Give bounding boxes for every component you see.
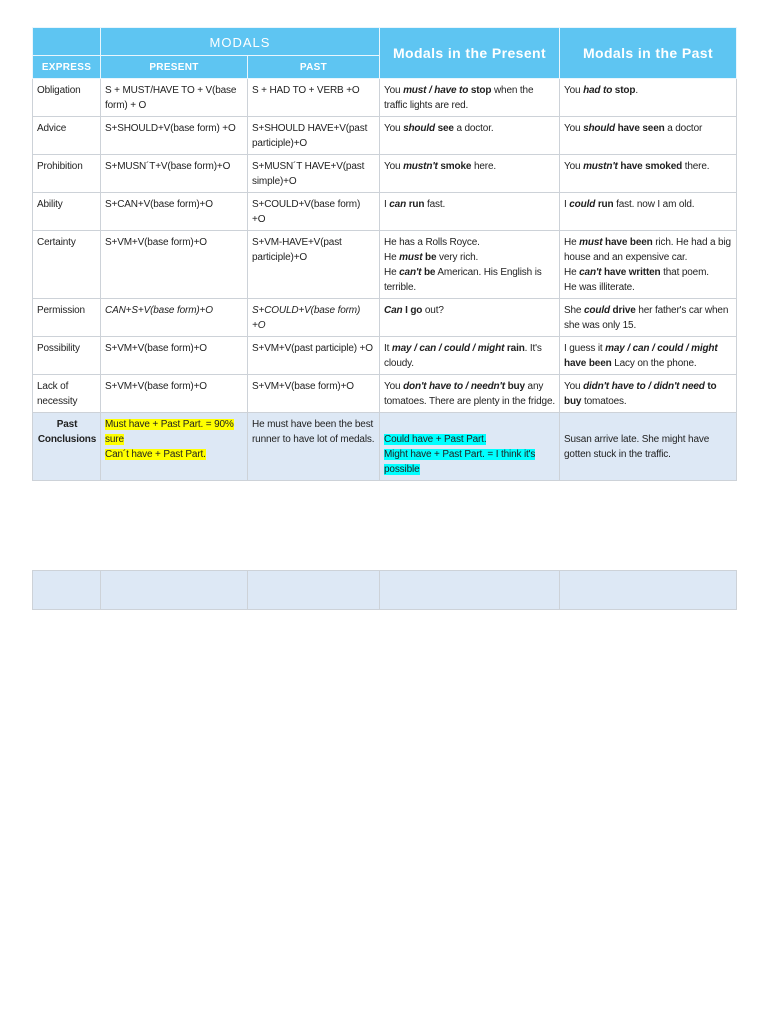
- text-run: Lacy on the phone.: [611, 358, 697, 369]
- cell-line: [564, 159, 733, 174]
- modals-title: MODALS: [101, 28, 380, 56]
- text-run: Must have + Past Part. = 90% sure: [105, 419, 234, 445]
- past-example-cell: [560, 299, 737, 337]
- text-run: can't: [399, 267, 422, 278]
- text-run: here.: [471, 161, 496, 172]
- present-example-cell: [380, 231, 560, 299]
- cell-line: [37, 379, 97, 409]
- empty-cell: [248, 571, 380, 610]
- text-run: You: [384, 85, 404, 96]
- table-row: [33, 117, 737, 155]
- empty-table: [32, 570, 737, 610]
- text-run: You: [384, 123, 404, 134]
- cell-line: [105, 197, 244, 212]
- text-run: Could have + Past Part.: [384, 434, 487, 445]
- text-run: I: [564, 199, 570, 210]
- text-run: Can´t have + Past Part.: [105, 449, 206, 460]
- text-run: He has a Rolls Royce.: [384, 237, 480, 248]
- expression-cell: [33, 79, 101, 117]
- cell-line: [105, 447, 244, 462]
- cell-line: [564, 235, 733, 265]
- present-example-cell: [380, 375, 560, 413]
- past-structure-cell: [248, 375, 380, 413]
- past-structure-cell: [248, 117, 380, 155]
- text-run: You: [564, 161, 584, 172]
- cell-line: [564, 303, 733, 333]
- expression-cell: [33, 193, 101, 231]
- text-run: run: [595, 199, 614, 210]
- text-run: should: [583, 123, 615, 134]
- present-example-cell: [380, 193, 560, 231]
- text-run: He must have been the best runner to have lot of medals.: [252, 419, 375, 445]
- cell-line: [252, 83, 376, 98]
- text-run: I guess it: [564, 343, 606, 354]
- expression-cell: [33, 337, 101, 375]
- modals-table: [32, 27, 737, 481]
- text-run: mustn't: [403, 161, 438, 172]
- cell-line: [252, 159, 376, 189]
- cell-line: [37, 83, 97, 98]
- text-run: don't have to / needn't: [403, 381, 505, 392]
- table-row: [33, 231, 737, 299]
- text-run: You: [384, 381, 404, 392]
- cell-line: [105, 379, 244, 394]
- expression-cell: [33, 375, 101, 413]
- cell-line: [564, 432, 733, 462]
- cell-line: [37, 235, 97, 250]
- text-run: must: [399, 252, 423, 263]
- text-run: He: [384, 267, 400, 278]
- text-run: have smoked: [617, 161, 683, 172]
- present-example-cell: [380, 155, 560, 193]
- text-run: a doctor: [664, 123, 703, 134]
- text-run: can't: [579, 267, 602, 278]
- cell-line: [252, 417, 376, 447]
- cell-line: [384, 159, 556, 174]
- text-run: You: [564, 123, 584, 134]
- present-example-cell: [380, 79, 560, 117]
- text-run: S+VM+V(base form)+O: [252, 381, 354, 392]
- text-run: You: [564, 381, 584, 392]
- text-run: have been: [564, 358, 612, 369]
- expression-cell: [33, 231, 101, 299]
- modals-present-heading: Modals in the Present: [380, 28, 560, 79]
- cell-line: [384, 303, 556, 318]
- cell-line: [384, 121, 556, 136]
- text-run: could: [583, 305, 610, 316]
- text-run: may / can / could / might: [605, 343, 718, 354]
- present-example-cell: [380, 117, 560, 155]
- cell-line: [384, 379, 556, 409]
- empty-cell: [33, 571, 101, 610]
- table-row: [33, 155, 737, 193]
- cell-line: [384, 341, 556, 371]
- past-example-cell: [560, 337, 737, 375]
- present-structure-cell: [101, 231, 248, 299]
- text-run: You: [384, 161, 404, 172]
- text-run: I go: [402, 305, 423, 316]
- past-structure-cell: [248, 231, 380, 299]
- text-run: S+COULD+V(base form) +O: [252, 199, 361, 225]
- text-run: He: [564, 267, 580, 278]
- text-run: drive: [609, 305, 636, 316]
- present-structure-cell: [101, 79, 248, 117]
- table-row: [33, 79, 737, 117]
- cell-line: [564, 83, 733, 98]
- text-run: S+SHOULD+V(base form) +O: [105, 123, 236, 134]
- table-body: [33, 79, 737, 481]
- present-structure-cell: [101, 193, 248, 231]
- text-run: stop: [612, 85, 636, 96]
- cell-line: [252, 341, 376, 356]
- modals-past-heading: Modals in the Past: [560, 28, 737, 79]
- past-structure-cell: [248, 299, 380, 337]
- present-structure-cell: [101, 337, 248, 375]
- text-run: Advice: [37, 123, 67, 134]
- text-run: S+VM-HAVE+V(past participle)+O: [252, 237, 342, 263]
- text-run: should: [403, 123, 435, 134]
- cell-line: [564, 121, 733, 136]
- table-header: [33, 28, 737, 79]
- cell-line: [564, 280, 733, 295]
- past-structure-cell: [248, 413, 380, 481]
- cell-line: [384, 235, 556, 250]
- cell-line: [37, 341, 97, 356]
- cell-line: [384, 83, 556, 113]
- text-run: must: [579, 237, 603, 248]
- cell-line: [37, 303, 97, 318]
- text-run: run: [406, 199, 425, 210]
- text-run: mustn't: [583, 161, 618, 172]
- past-example-cell: [560, 193, 737, 231]
- text-run: Lack of necessity: [37, 381, 78, 407]
- table-row: [33, 299, 737, 337]
- text-run: very rich.: [436, 252, 479, 263]
- text-run: Ability: [37, 199, 63, 210]
- text-run: Obligation: [37, 85, 81, 96]
- cell-line: [564, 379, 733, 409]
- present-heading: PRESENT: [101, 56, 248, 79]
- text-run: S+SHOULD HAVE+V(past participle)+O: [252, 123, 368, 149]
- past-example-cell: [560, 413, 737, 481]
- cell-line: [105, 159, 244, 174]
- header-row-top: [33, 28, 737, 56]
- cell-line: [37, 159, 97, 174]
- text-run: fast.: [424, 199, 446, 210]
- text-run: didn't have to / didn't need: [583, 381, 705, 392]
- empty-cell: [560, 571, 737, 610]
- text-run: S+VM+V(base form)+O: [105, 381, 207, 392]
- expression-cell: [33, 413, 101, 481]
- text-run: when the traffic lights are red.: [384, 85, 534, 111]
- table-row: [33, 375, 737, 413]
- cell-line: [564, 197, 733, 212]
- present-structure-cell: [101, 375, 248, 413]
- empty-cell: [380, 571, 560, 610]
- past-example-cell: [560, 231, 737, 299]
- text-run: buy: [504, 381, 525, 392]
- text-run: Prohibition: [37, 161, 83, 172]
- past-heading: PAST: [248, 56, 380, 79]
- cell-line: [384, 265, 556, 295]
- text-run: S + HAD TO + VERB +O: [252, 85, 360, 96]
- text-run: .: [635, 85, 638, 96]
- text-run: Past Conclusions: [37, 419, 97, 445]
- text-run: He: [384, 252, 400, 263]
- text-run: S+VM+V(past participle) +O: [252, 343, 373, 354]
- text-run: out?: [422, 305, 444, 316]
- present-structure-cell: [101, 299, 248, 337]
- text-run: fast. now I am old.: [613, 199, 695, 210]
- empty-cell: [101, 571, 248, 610]
- cell-line: [252, 303, 376, 333]
- text-run: S+COULD+V(base form) +O: [252, 305, 361, 331]
- text-run: I: [384, 199, 390, 210]
- text-run: to buy: [564, 381, 717, 407]
- cell-line: [564, 341, 733, 371]
- present-structure-cell: [101, 155, 248, 193]
- text-run: any tomatoes. There are plenty in the fridge.: [384, 381, 555, 407]
- past-example-cell: [560, 375, 737, 413]
- cell-line: [105, 341, 244, 356]
- present-example-cell: [380, 337, 560, 375]
- cell-line: [252, 121, 376, 151]
- text-run: Certainty: [37, 237, 76, 248]
- cell-line: [105, 121, 244, 136]
- empty-row: [33, 571, 737, 610]
- text-run: can: [389, 199, 407, 210]
- text-run: be: [421, 267, 436, 278]
- cell-line: [37, 197, 97, 212]
- past-structure-cell: [248, 193, 380, 231]
- cell-line: [384, 197, 556, 212]
- present-example-cell: [380, 413, 560, 481]
- cell-line: [105, 417, 244, 447]
- text-run: Might have + Past Part. = I think it's possible: [384, 449, 536, 475]
- text-run: had to: [583, 85, 613, 96]
- text-run: He: [564, 237, 580, 248]
- text-run: S+CAN+V(base form)+O: [105, 199, 213, 210]
- text-run: her father's car when she was only 15.: [564, 305, 729, 331]
- text-run: see: [434, 123, 454, 134]
- past-structure-cell: [248, 155, 380, 193]
- cell-line: [564, 265, 733, 280]
- express-heading: EXPRESS: [33, 56, 101, 79]
- text-run: have been: [602, 237, 653, 248]
- expression-cell: [33, 155, 101, 193]
- past-structure-cell: [248, 79, 380, 117]
- text-run: . It's cloudy.: [384, 343, 542, 369]
- text-run: stop: [468, 85, 492, 96]
- cell-line: [252, 379, 376, 394]
- cell-line: [37, 121, 97, 136]
- text-run: a doctor.: [453, 123, 494, 134]
- cell-line: [37, 417, 97, 447]
- past-example-cell: [560, 117, 737, 155]
- text-run: He was illiterate.: [564, 282, 635, 293]
- cell-line: [384, 250, 556, 265]
- text-run: have seen: [614, 123, 665, 134]
- cell-line: [384, 432, 556, 447]
- text-run: You: [564, 85, 584, 96]
- expression-cell: [33, 299, 101, 337]
- cell-line: [384, 447, 556, 477]
- text-run: S+VM+V(base form)+O: [105, 343, 207, 354]
- text-run: Permission: [37, 305, 85, 316]
- text-run: Susan arrive late. She might have gotten stuck in the traffic.: [564, 434, 710, 460]
- table-row: [33, 337, 737, 375]
- present-structure-cell: [101, 117, 248, 155]
- cell-line: [105, 303, 244, 318]
- text-run: that poem.: [660, 267, 709, 278]
- text-run: smoke: [437, 161, 472, 172]
- text-run: S+MUSN´T HAVE+V(past simple)+O: [252, 161, 365, 187]
- past-example-cell: [560, 79, 737, 117]
- header-corner-cell: [33, 28, 101, 56]
- text-run: be: [422, 252, 437, 263]
- past-example-cell: [560, 155, 737, 193]
- text-run: have written: [601, 267, 661, 278]
- text-run: She: [564, 305, 584, 316]
- text-run: S+VM+V(base form)+O: [105, 237, 207, 248]
- cell-line: [252, 235, 376, 265]
- table-row: [33, 413, 737, 481]
- cell-line: [105, 235, 244, 250]
- expression-cell: [33, 117, 101, 155]
- text-run: tomatoes.: [581, 396, 627, 407]
- text-run: It: [384, 343, 392, 354]
- text-run: rich. He had a big house and an expensive car.: [564, 237, 731, 263]
- text-run: CAN+S+V(base form)+O: [105, 305, 213, 316]
- text-run: rain: [504, 343, 525, 354]
- text-run: American. His English is terrible.: [384, 267, 542, 293]
- table-row: [33, 193, 737, 231]
- text-run: S + MUST/HAVE TO + V(base form) + O: [105, 85, 237, 111]
- modals-table-container: [32, 27, 737, 481]
- empty-table-container: [32, 570, 737, 610]
- text-run: must / have to: [403, 85, 469, 96]
- text-run: Can: [384, 305, 403, 316]
- past-structure-cell: [248, 337, 380, 375]
- text-run: Possibility: [37, 343, 80, 354]
- present-example-cell: [380, 299, 560, 337]
- text-run: there.: [682, 161, 710, 172]
- text-run: S+MUSN´T+V(base form)+O: [105, 161, 231, 172]
- text-run: may / can / could / might: [391, 343, 505, 354]
- cell-line: [105, 83, 244, 113]
- present-structure-cell: [101, 413, 248, 481]
- cell-line: [252, 197, 376, 227]
- text-run: could: [569, 199, 596, 210]
